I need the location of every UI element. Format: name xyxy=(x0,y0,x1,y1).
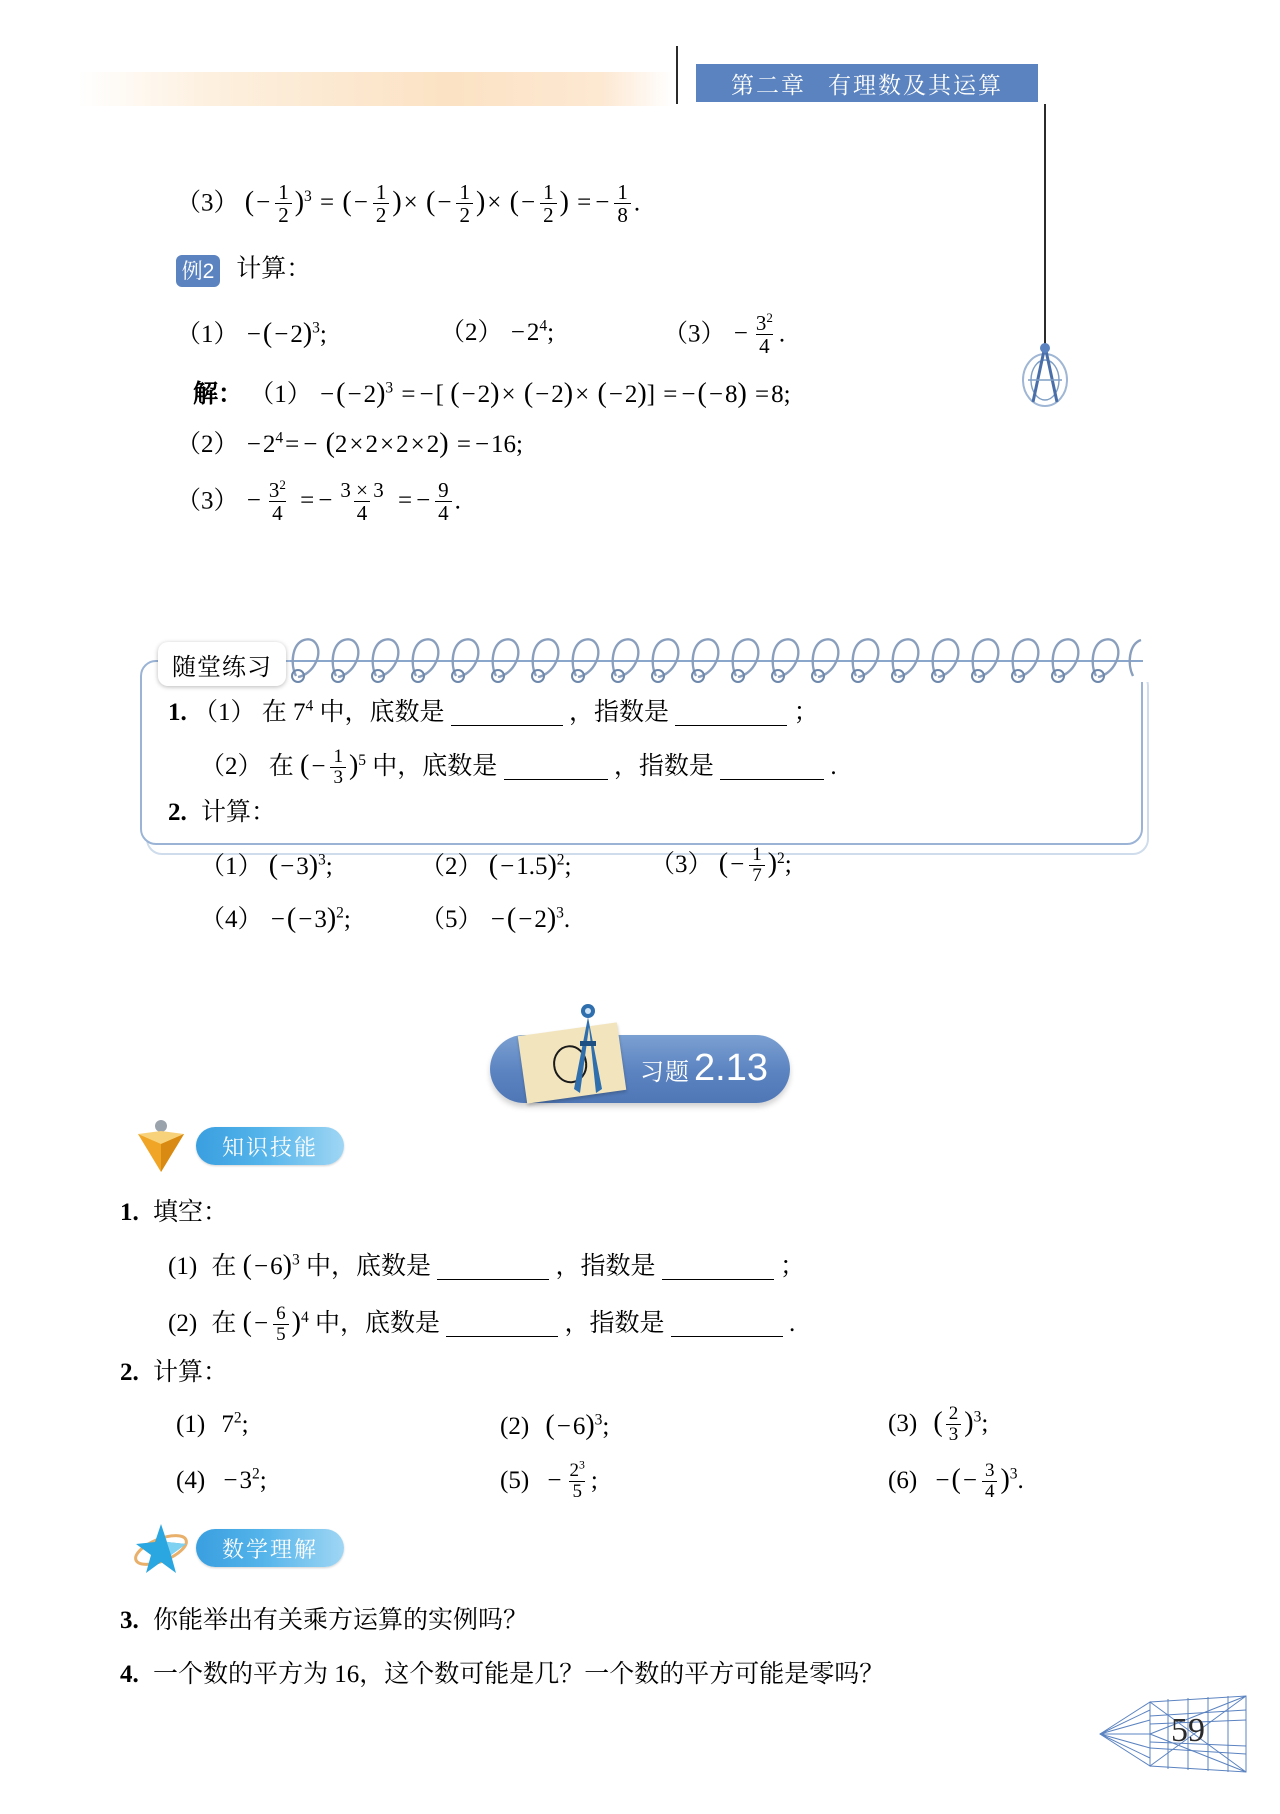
exercise-q2-item-5: (5) − $\frac{2^3}{5}$ ; xyxy=(500,1458,598,1502)
exercise-q2-item-2-index: (2) xyxy=(500,1413,530,1440)
solution-label: 解： xyxy=(193,381,244,408)
exercise-q1-number: 1. xyxy=(120,1199,139,1226)
practice-blank-4[interactable] xyxy=(720,754,824,780)
section-header-knowledge xyxy=(130,1118,344,1174)
example-badge: 例2 xyxy=(176,255,220,287)
header-accent-bar xyxy=(78,72,673,106)
exercise-q2-item-4: $(4) -3^2$; xyxy=(176,1465,267,1494)
exercise-q2-item-3-index: (3) xyxy=(888,1410,918,1438)
exercise-q3-text: 你能举出有关乘方运算的实例吗？ xyxy=(153,1607,529,1634)
exercise-q2-item-4-index: (4) xyxy=(176,1467,206,1494)
exercise-banner-label xyxy=(640,1047,768,1090)
solution-2-index: （2） xyxy=(176,431,239,458)
example-solution-3: （3） − $\frac{3^2}{4}$ = − $\frac{3 \times 3}{4}$ = − $\frac{9}{4}$ . xyxy=(176,477,461,526)
practice-q1-item-1-text-a: 在 $7^4$ 中，底数是 xyxy=(261,697,445,726)
exercise-q1-item-2: (2) 在 (− $\frac{6}{5}$ )$^4$ 中，底数是 ，指数是 . xyxy=(168,1303,796,1345)
exercise-q1-heading xyxy=(120,1200,228,1225)
example-problem-3-index: （3） xyxy=(663,320,726,348)
exercise-q2-heading xyxy=(120,1360,228,1385)
practice-q1-item-2-text-a1: 在 xyxy=(268,753,294,781)
practice-q1-item-1-text-b: ，指数是 xyxy=(569,699,670,726)
practice-q1-item-1-text-c: ； xyxy=(793,699,819,726)
exercise-q1-item-1-text-b: ，指数是 xyxy=(555,1253,656,1280)
exercise-q1-prompt: 填空： xyxy=(153,1199,229,1226)
compass-tool-icon xyxy=(558,1001,618,1097)
exercise-q3-number: 3. xyxy=(120,1607,139,1634)
exercise-banner xyxy=(490,1035,790,1103)
chapter-banner xyxy=(696,64,1038,102)
exercise-blank-4[interactable] xyxy=(671,1311,783,1337)
practice-q2-heading xyxy=(168,800,276,825)
practice-q1-number: 1. xyxy=(168,699,187,726)
practice-q2-item-2: （2） $(-1.5)^2$; xyxy=(420,850,572,881)
example-problem-1: $(1) -(-2)^3$; xyxy=(176,318,327,349)
example-problem-2-index: （2） xyxy=(440,319,503,346)
practice-q1-item-1-index: （1） xyxy=(193,699,256,726)
chapter-label: 第二章 xyxy=(731,71,806,98)
preceding-equation: （3） (− $\frac{1}{2}$ )$^3$ = (− $\frac{1}{2}$ )× (− $\frac{1}{2}$ )× (− $\frac{1}{2}$ ) = − $\frac{1}{8}$ . xyxy=(176,180,641,228)
margin-rule xyxy=(1044,104,1046,344)
exercise-q2-item-2: (2) $(-6)^3$; xyxy=(500,1410,610,1441)
exercise-q1-item-1: (1) 在 $(-6)^3$ 中，底数是 ，指数是 ； xyxy=(168,1250,805,1281)
practice-blank-3[interactable] xyxy=(504,754,608,780)
exercise-q2-item-1-index: (1) xyxy=(176,1411,206,1438)
practice-q1-line-2: （2） 在 (− $\frac{1}{3}$ )$^5$ 中，底数是 ，指数是 . xyxy=(200,746,837,788)
exercise-q2-prompt: 计算： xyxy=(153,1359,229,1386)
example-problem-1-index: （1） xyxy=(176,321,239,348)
star-orbit-icon xyxy=(130,1520,192,1576)
practice-q2-item-5: $(5) -(-2)^3$. xyxy=(420,903,571,934)
practice-q1-line-1 xyxy=(168,697,819,726)
exercise-q1-item-2-text-b: ，指数是 xyxy=(564,1310,665,1338)
exercise-q1-item-2-text-c: . xyxy=(788,1310,796,1338)
exercise-banner-text: 习题 xyxy=(640,1059,691,1086)
section-label-understanding: 数学理解 xyxy=(196,1529,344,1567)
practice-q2-item-3: （3） (− $\frac{1}{7}$ )$^2$; xyxy=(650,844,792,886)
practice-q2-item-4-index: （4） xyxy=(200,906,263,933)
practice-tab-label: 随堂练习 xyxy=(158,642,286,686)
exercise-q3 xyxy=(120,1608,528,1633)
chapter-title: 有理数及其运算 xyxy=(828,71,1003,98)
preceding-equation-index: （3） xyxy=(176,189,239,217)
practice-q1-item-2-text-c: . xyxy=(830,753,837,781)
exercise-q4-text: 一个数的平方为 16，这个数可能是几？一个数的平方可能是零吗？ xyxy=(153,1661,885,1688)
exercise-q2-item-6: (6) −(− $\frac{3}{4}$ )$^3$. xyxy=(888,1460,1024,1502)
practice-blank-2[interactable] xyxy=(675,700,787,726)
practice-q1-item-2-text-a2: 中，底数是 xyxy=(372,753,498,781)
example-solution-1: 解： $(1) -(-2)^3$ = −[ (−2)× (−2)× (−2)] = −(−8) =8; xyxy=(193,378,791,409)
exercise-q4 xyxy=(120,1662,884,1687)
example-problem-3: （3） − $\frac{3^2}{4}$ . xyxy=(663,310,786,359)
exercise-q2-item-6-index: (6) xyxy=(888,1467,918,1495)
exercise-q2-item-5-index: (5) xyxy=(500,1467,530,1495)
practice-q2-number: 2. xyxy=(168,799,187,826)
example-solution-2: $(2) -2^4= - (2\times 2\times 2\times 2) = -16$; xyxy=(176,428,523,459)
example-prompt: 计算： xyxy=(236,255,312,283)
section-header-understanding xyxy=(130,1520,344,1576)
page-number: 59 xyxy=(1171,1712,1205,1749)
exercise-q1-item-1-text-a2: 中，底数是 xyxy=(305,1253,431,1280)
exercise-q2-item-1: (1) $7^2$; xyxy=(176,1409,249,1438)
exercise-q1-item-2-text-a2: 中，底数是 xyxy=(314,1310,440,1338)
practice-q1-item-2-text-b: ，指数是 xyxy=(613,753,714,781)
example-heading xyxy=(176,255,311,287)
practice-q2-item-1: （1） $(-3)^3$; xyxy=(200,850,333,881)
exercise-blank-2[interactable] xyxy=(662,1254,774,1280)
practice-blank-1[interactable] xyxy=(451,700,563,726)
exercise-q4-number: 4. xyxy=(120,1661,139,1688)
section-label-knowledge: 知识技能 xyxy=(196,1127,344,1165)
compass-decoration-icon xyxy=(1006,340,1084,412)
spiral-binding-icon xyxy=(288,628,1148,684)
exercise-q2-number: 2. xyxy=(120,1359,139,1386)
exercise-q1-item-1-text-c: ； xyxy=(779,1253,805,1280)
practice-q2-prompt: 计算： xyxy=(201,799,277,826)
exercise-q1-item-1-text-a: 在 xyxy=(211,1253,237,1280)
header-divider-rule xyxy=(676,46,678,104)
cone-plumb-icon xyxy=(130,1118,192,1174)
exercise-banner-number: 2.13 xyxy=(694,1047,768,1089)
practice-q2-item-1-index: （1） xyxy=(200,853,263,880)
practice-q1-item-2-index: （2） xyxy=(200,753,263,781)
exercise-blank-3[interactable] xyxy=(446,1311,558,1337)
exercise-q1-item-2-text-a: 在 xyxy=(211,1310,237,1338)
practice-q2-item-4: $(4) -(-3)^2$; xyxy=(200,903,351,934)
exercise-q1-item-2-index: (2) xyxy=(168,1310,198,1338)
practice-q2-item-2-index: （2） xyxy=(420,853,483,880)
example-problem-2: $(2) -2^4$; xyxy=(440,317,555,346)
practice-q2-item-3-index: （3） xyxy=(650,851,713,879)
solution-1-index: （1） xyxy=(249,381,312,408)
solution-3-index: （3） xyxy=(176,487,239,515)
practice-q2-item-5-index: （5） xyxy=(420,906,483,933)
exercise-q2-item-3: (3) ( $\frac{2}{3}$ )$^3$; xyxy=(888,1403,989,1445)
exercise-blank-1[interactable] xyxy=(437,1254,549,1280)
exercise-q1-item-1-index: (1) xyxy=(168,1253,198,1280)
